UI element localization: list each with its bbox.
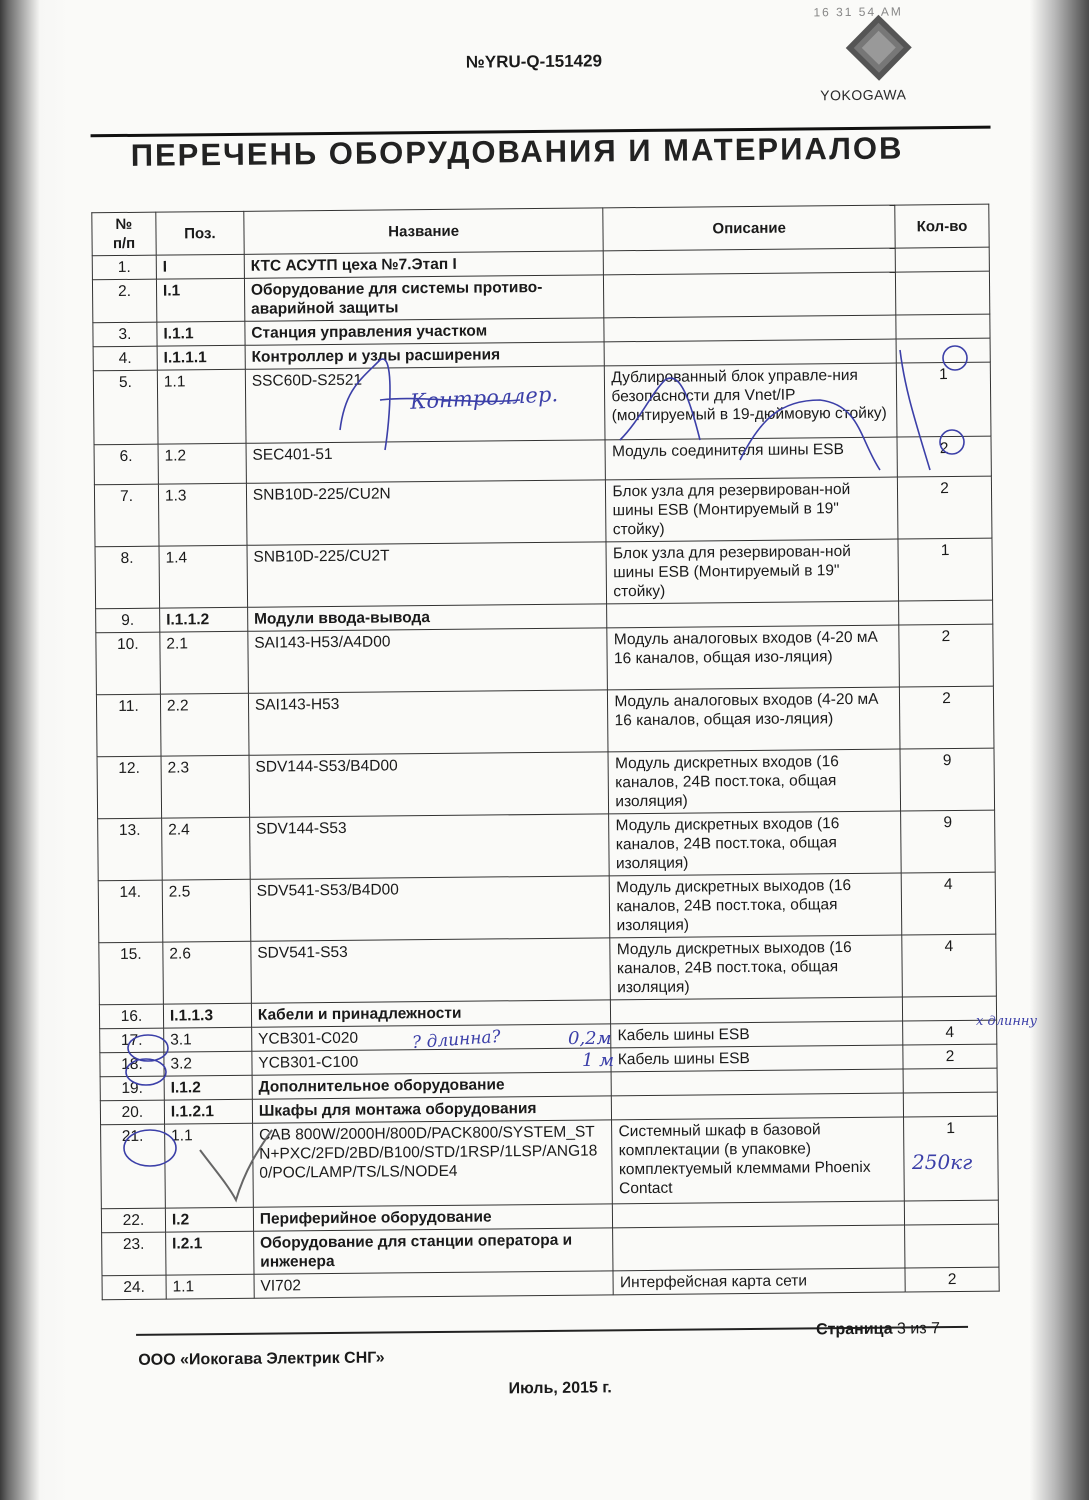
cell-name: SAI143-H53 [248, 690, 608, 755]
cell-desc: Блок узла для резервирован-ной шины ESB (Монтируемый в 19" стойку) [606, 539, 898, 604]
handwritten-length-1: 0,2м [568, 1028, 612, 1049]
cell-no: 22. [101, 1208, 165, 1233]
handwritten-length-2: 1 м [582, 1050, 615, 1071]
cell-qty: 2 [899, 624, 994, 687]
cell-no: 13. [98, 818, 163, 881]
cell-name: SDV541-S53 [251, 938, 611, 1003]
cell-pos: 1.2 [158, 443, 246, 484]
cell-qty: 1 [896, 362, 991, 437]
cell-qty: 2 [897, 436, 991, 477]
handwritten-controller: Контроллер. [409, 382, 559, 414]
cell-no: 17. [100, 1028, 164, 1053]
cell-desc: Модуль дискретных входов (16 каналов, 24В пост.тока, общая изоляция) [608, 749, 900, 814]
cell-qty [895, 247, 989, 272]
cell-no: 19. [100, 1076, 164, 1101]
cell-name: Оборудование для станции оператора и инженера [253, 1228, 613, 1274]
cell-name: SEC401-51 [246, 440, 606, 483]
page-count: 3 из 7 [896, 1320, 941, 1338]
cell-no: 1. [92, 255, 156, 280]
table-row [94, 476, 992, 547]
table-row [101, 1116, 999, 1209]
cell-pos: I.1.1.1 [157, 345, 245, 370]
cell-desc [604, 248, 896, 275]
handwritten-x-length: х длинну [976, 1014, 1038, 1029]
table-row [96, 686, 994, 757]
cell-qty [895, 271, 989, 315]
cell-name: Оборудование для системы противо-аварийной защиты [244, 275, 604, 321]
cell-name: Кабели и принадлежности [251, 1000, 611, 1027]
cell-desc [613, 1225, 905, 1271]
page-number [816, 1320, 940, 1339]
cell-pos: 1.1 [164, 1123, 253, 1208]
equipment-table [91, 204, 999, 1301]
header-name: Название [244, 208, 604, 254]
logo-text: YOKOGAWA [820, 86, 907, 104]
cell-pos: 2.5 [162, 879, 251, 942]
cell-desc: Кабель шины ESB [611, 1021, 903, 1048]
cell-desc: Интерфейсная карта сети [613, 1268, 905, 1295]
cell-qty: 1 [898, 538, 993, 601]
company-name: ООО «Иокогава Электрик СНГ» [138, 1349, 385, 1369]
cell-no: 12. [97, 756, 162, 819]
document-sheet [33, 0, 1047, 1500]
cell-pos: I [156, 254, 244, 279]
page-label: Страница [815, 1320, 893, 1339]
cell-name: Станция управления участком [245, 318, 605, 345]
logo-diamond-icon [843, 12, 914, 83]
cell-desc: Модуль дискретных выходов (16 каналов, 24В пост.тока, общая изоляция) [610, 873, 902, 938]
cell-desc [604, 315, 896, 342]
table-row [95, 538, 993, 609]
cell-pos: 1.4 [159, 545, 248, 608]
cell-pos: I.2 [165, 1207, 253, 1232]
cell-no: 24. [102, 1275, 166, 1300]
cell-qty: 2 [903, 1044, 997, 1069]
cell-name: SNB10D-225/CU2T [247, 542, 607, 607]
document-date: Июль, 2015 г. [508, 1379, 612, 1398]
table-row [98, 872, 996, 943]
cell-qty: 9 [901, 810, 996, 873]
cell-qty: 4 [902, 934, 997, 997]
cell-pos: 3.1 [164, 1027, 252, 1052]
cell-name: SNB10D-225/CU2N [246, 480, 606, 545]
cell-qty: 2 [899, 686, 994, 749]
cell-qty: 9 [900, 748, 995, 811]
cell-no: 5. [93, 370, 158, 445]
yokogawa-logo [813, 12, 924, 113]
handwritten-weight: 250кг [912, 1150, 973, 1174]
cell-no: 20. [100, 1100, 164, 1125]
cell-no: 14. [98, 880, 163, 943]
cell-qty [899, 600, 993, 625]
cell-no: 16. [99, 1004, 163, 1029]
header-pos: Поз. [156, 211, 244, 255]
cell-name: YCB301-C100 [252, 1048, 612, 1075]
cell-name: Периферийное оборудование [253, 1204, 613, 1231]
cell-desc [612, 1093, 904, 1120]
cell-desc: Модуль аналоговых входов (4-20 мА 16 каналов, общая изо-ляция) [608, 687, 900, 752]
cell-name: CAB 800W/2000H/800D/PACK800/SYSTEM_STN+PXC/2FD/2BD/B100/STD/1RSP/1LSP/ANG180/POC/LAMP/TS/LS/NODE4 [252, 1120, 612, 1207]
cell-name: YCB301-C020 [251, 1024, 611, 1051]
cell-pos: 3.2 [164, 1051, 252, 1076]
cell-pos: I.1.1.2 [160, 607, 248, 632]
cell-pos: 2.4 [162, 817, 251, 880]
cell-pos: 2.3 [161, 755, 250, 818]
cell-desc [604, 272, 896, 318]
cell-qty: 1 [904, 1116, 999, 1201]
cell-name: SDV144-S53/B4D00 [249, 752, 609, 817]
cell-name: Модули ввода-вывода [247, 604, 607, 631]
cell-desc: Модуль дискретных выходов (16 каналов, 24В пост.тока, общая изоляция) [610, 935, 902, 1000]
document-number: №YRU-Q-151429 [465, 51, 603, 72]
cell-desc [607, 601, 899, 628]
cell-pos: I.2.1 [166, 1231, 254, 1275]
table-row [97, 748, 995, 819]
header-desc: Описание [603, 205, 895, 251]
handwritten-length-question: ? длинна? [411, 1026, 502, 1054]
cell-desc: Модуль аналоговых входов (4-20 мА 16 каналов, общая изо-ляция) [607, 625, 899, 690]
cell-pos: 2.1 [160, 631, 249, 694]
cell-pos: I.1.1.3 [163, 1003, 251, 1028]
cell-name: SDV541-S53/B4D00 [250, 876, 610, 941]
cell-desc: Блок узла для резервирован-ной шины ESB (Монтируемый в 19" стойку) [606, 477, 898, 542]
cell-name: SAI143-H53/A4D00 [248, 628, 608, 693]
cell-qty [903, 1092, 997, 1117]
cell-name: Контроллер и узлы расширения [245, 342, 605, 369]
cell-qty [903, 1068, 997, 1093]
cell-name: VI702 [254, 1271, 614, 1298]
cell-desc [604, 339, 896, 366]
cell-no: 11. [96, 694, 161, 757]
cell-desc: Дублированный блок управле-ния безопасности для Vnet/IP (монтируемый в 19-дюймовую стойку) [605, 363, 897, 440]
header-no: № п/п [92, 212, 156, 256]
cell-qty: 2 [897, 476, 992, 539]
cell-no: 18. [100, 1052, 164, 1077]
cell-desc: Кабель шины ESB [611, 1045, 903, 1072]
fax-stamp: 16 31 54 AM [813, 4, 903, 20]
header-qty: Кол-во [895, 204, 989, 248]
cell-no: 7. [94, 484, 159, 547]
cell-pos: I.1.2 [164, 1075, 252, 1100]
cell-desc: Модуль соединителя шины ESB [605, 437, 897, 480]
cell-pos: 1.1 [157, 369, 246, 444]
cell-qty: 4 [901, 872, 996, 935]
cell-desc [611, 997, 903, 1024]
cell-qty [896, 338, 990, 363]
cell-pos: 1.1 [166, 1274, 254, 1299]
table-row [98, 810, 996, 881]
cell-pos: I.1.2.1 [164, 1099, 252, 1124]
cell-name: SDV144-S53 [249, 814, 609, 879]
cell-no: 15. [99, 942, 164, 1005]
cell-qty [905, 1224, 999, 1268]
cell-no: 6. [94, 444, 158, 485]
cell-pos: 1.3 [158, 483, 247, 546]
cell-no: 9. [96, 608, 160, 633]
cell-desc: Системный шкаф в базовой комплектации (в упаковке) комплектуемый клеммами Phoenix Contact [612, 1117, 904, 1204]
cell-name: Шкафы для монтажа оборудования [252, 1096, 612, 1123]
table-row [99, 934, 997, 1005]
cell-desc: Модуль дискретных входов (16 каналов, 24В пост.тока, общая изоляция) [609, 811, 901, 876]
cell-qty [896, 314, 990, 339]
cell-name: Дополнительное оборудование [252, 1072, 612, 1099]
cell-no: 4. [93, 346, 157, 371]
cell-desc [613, 1201, 905, 1228]
cell-qty: 4 [903, 1020, 997, 1045]
cell-pos: I.1.1 [157, 321, 245, 346]
cell-name: КТС АСУТП цеха №7.Этап I [244, 251, 604, 278]
cell-pos: 2.2 [160, 693, 249, 756]
cell-no: 2. [92, 279, 156, 323]
cell-desc [611, 1069, 903, 1096]
cell-no: 21. [101, 1124, 166, 1209]
cell-no: 10. [96, 632, 161, 695]
cell-name: SSC60D-S2521 [245, 366, 605, 443]
cell-pos: I.1 [156, 278, 244, 322]
page-title: ПЕРЕЧЕНЬ ОБОРУДОВАНИЯ И МАТЕРИАЛОВ [130, 130, 904, 173]
cell-no: 23. [102, 1232, 166, 1276]
table-row [96, 624, 994, 695]
cell-no: 8. [95, 546, 160, 609]
cell-pos: 2.6 [163, 941, 252, 1004]
cell-no: 3. [93, 322, 157, 347]
cell-qty [904, 1200, 998, 1225]
cell-qty: 2 [905, 1267, 999, 1292]
